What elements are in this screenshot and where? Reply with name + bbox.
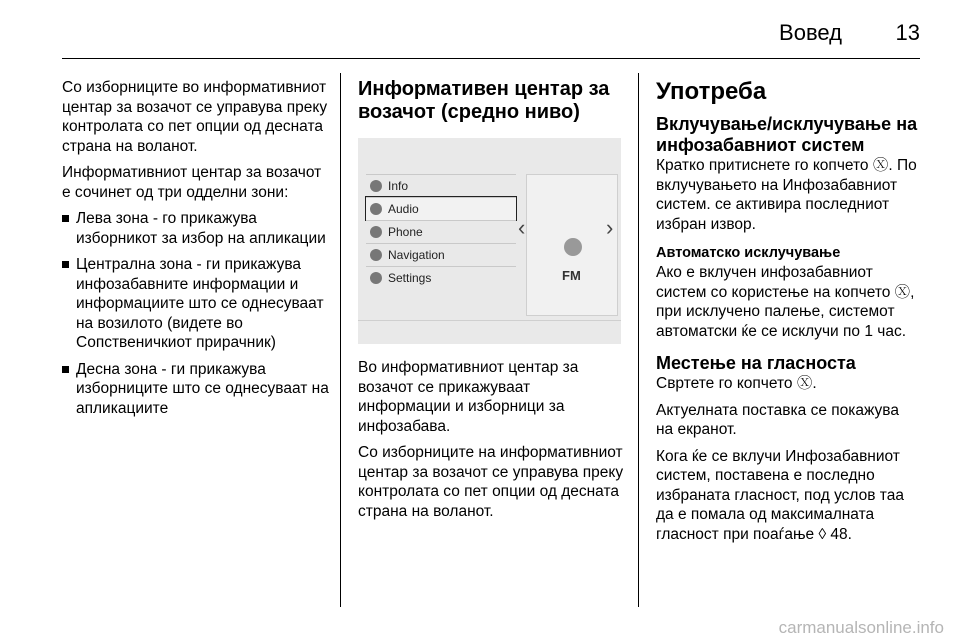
screen-bottom-bar <box>358 320 621 321</box>
screen-menu-item-navigation: Navigation <box>366 243 516 266</box>
zones-list <box>62 209 330 418</box>
page-header <box>62 0 920 59</box>
list-item: Централна зона - ги прикажува инфозабавните информации и информациите што се однесуваат на возилото (видете во Сопственичкиот прирачник) <box>62 255 330 353</box>
navigation-icon <box>370 249 382 261</box>
chevron-right-icon: › <box>606 215 614 240</box>
col3-paragraph-1: Кратко притиснете го копчето Ⓧ. По вклучувањето на Инфозабавниот систем. се активира последниот избран извор. <box>656 157 917 233</box>
list-item: Лева зона - го прикажува изборникот за избор на апликации <box>62 209 330 248</box>
col3-subheading-volume: Местење на гласноста <box>656 353 856 373</box>
screen-menu-item-info: Info <box>366 174 516 197</box>
gear-icon <box>370 272 382 284</box>
col3-paragraph-4: Актуелната поставка се покажува на екранот. <box>656 401 899 438</box>
header-title: Вовед <box>779 20 842 45</box>
fm-label: FM <box>562 268 581 283</box>
page-number: 13 <box>895 20 920 45</box>
column-1 <box>62 78 330 425</box>
list-item: Десна зона - ги прикажува изборниците што се однесуваат на апликациите <box>62 360 330 419</box>
column-divider-1 <box>340 73 341 607</box>
info-icon <box>370 180 382 192</box>
music-note-icon <box>370 203 382 215</box>
col2-paragraph-2: Со изборниците на информативниот центар за возачот се управува преку контролата со пет опции од десната страна на воланот. <box>358 444 624 520</box>
col3-heading: Употреба <box>656 78 767 105</box>
phone-icon <box>370 226 382 238</box>
col2-paragraph-1: Во информативниот центар за возачот се прикажуваат информации и изборници за инфозабава. <box>358 359 579 435</box>
col3-subheading-power: Вклучување/исклучување на инфозабавниот систем <box>656 114 918 155</box>
col3-subheading-auto-off: Автоматско исклучување <box>656 245 841 261</box>
chevron-left-icon: ‹ <box>518 215 526 240</box>
col3-paragraph-3: Свртете го копчето Ⓧ. <box>656 375 817 392</box>
screen-menu-item-phone: Phone <box>366 220 516 243</box>
col2-heading: Информативен центар за возачот (средно ниво) <box>358 78 610 123</box>
col3-paragraph-5: Кога ќе се вклучи Инфозабавниот систем, поставена е последно избраната гласност, под услов таа да е помала од максималната гласност при поаѓање ◊ 48. <box>656 447 904 543</box>
col3-paragraph-2: Ако е вклучен инфозабавниот систем со користење на копчето Ⓧ, при исклучено палење, системот автоматски ќе се исклучи по 1 час. <box>656 264 915 340</box>
screen-menu-item-settings: Settings <box>366 266 516 289</box>
column-2 <box>358 78 626 528</box>
screen-menu <box>366 174 516 289</box>
column-3 <box>656 78 920 551</box>
column-divider-2 <box>638 73 639 607</box>
radio-icon <box>564 238 582 256</box>
screen-menu-item-audio: Audio <box>366 197 516 220</box>
driver-info-screen-image <box>358 138 621 344</box>
col1-paragraph-1: Со изборниците во информативниот центар за возачот се управува преку контролата со пет опции од десната страна на воланот. <box>62 79 328 155</box>
col1-paragraph-2: Информативниот центар за возачот е сочинет од три одделни зони: <box>62 164 322 201</box>
watermark: carmanualsonline.info <box>778 618 944 637</box>
